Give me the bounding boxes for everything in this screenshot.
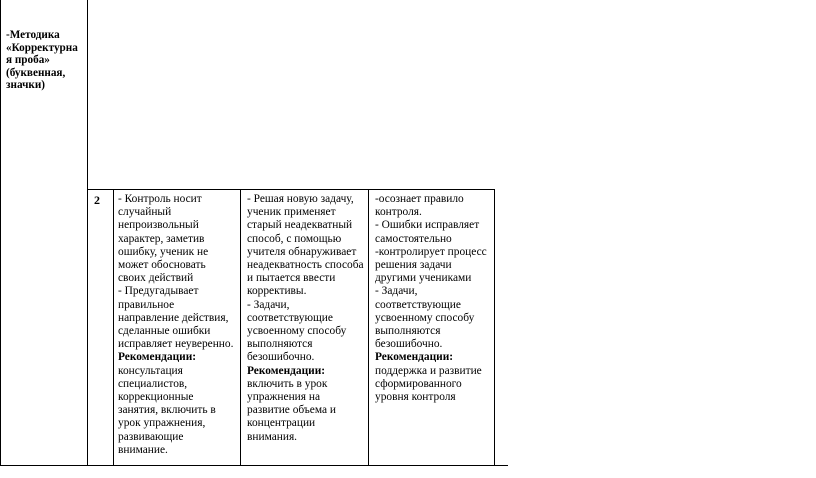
table-bottom-border [0, 465, 508, 466]
method-title: -Методика «Корректурна я проба» (буквенная, значки) [6, 29, 78, 92]
column-3-recommendations-text: поддержка и развитие сформированного уровня контроля [375, 364, 482, 404]
column-1-recommendations-label: Рекомендации: [118, 351, 197, 364]
column-1-text: - Контроль носит случайный непроизвольный характер, заметив ошибку, ученик не может обосновать своих действий - Предугадывает правильное направление действия, сделанные ошибки исправляет неуверенно. [118, 193, 234, 351]
table-left-border [0, 0, 1, 466]
first-column-divider [87, 0, 88, 466]
column-3-recommendations-label: Рекомендации: [375, 351, 454, 364]
column-3-text: -осознает правило контроля. - Ошибки исправляет самостоятельно -контролирует процесс решения задачи другими учениками - Задачи, соответствующие усвоенному способу выполняются безошибочно. [375, 193, 487, 351]
column-2-recommendations-text: включить в урок упражнения на развитие объема и концентрации внимания. [247, 377, 336, 443]
column-1-recommendations-text: консультация специалистов, коррекционные занятия, включить в урок упражнения, развивающие внимание. [118, 364, 216, 456]
column-2-recommendations-label: Рекомендации: [247, 364, 326, 377]
column-3-cell [375, 193, 494, 404]
column-2-cell [247, 193, 367, 444]
row-number: 2 [94, 193, 100, 207]
column-divider-3 [368, 189, 369, 466]
number-column-divider [113, 189, 114, 466]
row-divider [87, 189, 494, 190]
column-2-text: - Решая новую задачу, ученик применяет старый неадекватный способ, с помощью учителя обнаруживает неадекватность способа и пытается ввести коррективы. - Задачи, соответствующие усвоенному способу выполняются безошибочно. [247, 193, 364, 364]
table-right-border [494, 189, 495, 466]
column-divider-2 [240, 189, 241, 466]
column-1-cell [118, 193, 239, 457]
